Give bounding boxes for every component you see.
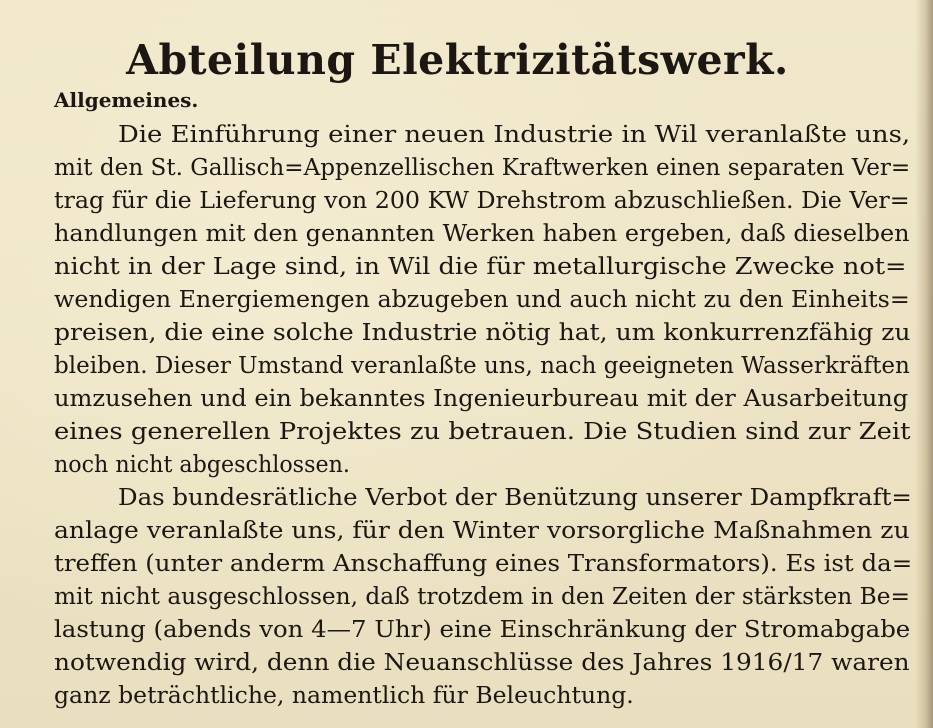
- paragraph-line: wendigen Energiemengen abzugeben und auch nicht zu den Einheits=: [54, 287, 910, 313]
- paragraph-line: preisen, die eine solche Industrie nötig hat, um konkurrenzfähig zu: [54, 320, 911, 346]
- paragraph-line: nicht in der Lage sind, in Wil die für metallurgische Zwecke not=: [54, 254, 907, 280]
- paragraph-line: anlage veranlaßte uns, für den Winter vorsorgliche Maßnahmen zu: [54, 518, 910, 544]
- paragraph-line: handlungen mit den genannten Werken haben ergeben, daß dieselben: [54, 221, 910, 247]
- paragraph-line: bleiben. Dieser Umstand veranlaßte uns, nach geeigneten Wasserkräften: [54, 353, 910, 379]
- paragraph-line: mit nicht ausgeschlossen, daß trotzdem in den Zeiten der stärksten Be=: [54, 584, 910, 610]
- paragraph-line: Das bundesrätliche Verbot der Benützung unserer Dampfkraft=: [118, 485, 912, 511]
- paragraph-line: ganz beträchtliche, namentlich für Beleuchtung.: [54, 683, 634, 709]
- page-edge-shadow: [915, 0, 933, 728]
- page-title: Abteilung Elektrizitätswerk.: [126, 36, 789, 84]
- section-heading: Allgemeines.: [54, 88, 199, 112]
- paragraph-line: trag für die Lieferung von 200 KW Drehstrom abzuschließen. Die Ver=: [54, 188, 910, 214]
- paragraph-line: mit den St. Gallisch=Appenzellischen Kraftwerken einen separaten Ver=: [54, 155, 911, 181]
- paragraph-line: Die Einführung einer neuen Industrie in Wil veranlaßte uns,: [118, 122, 911, 148]
- paragraph-line: eines generellen Projektes zu betrauen. Die Studien sind zur Zeit: [54, 419, 911, 445]
- paragraph-line: noch nicht abgeschlossen.: [54, 452, 350, 478]
- paragraph-line: umzusehen und ein bekanntes Ingenieurbureau mit der Ausarbeitung: [54, 386, 909, 412]
- paragraph-line: treffen (unter anderm Anschaffung eines Transformators). Es ist da=: [54, 551, 913, 577]
- paragraph-line: lastung (abends von 4—7 Uhr) eine Einschränkung der Stromabgabe: [54, 617, 911, 643]
- paragraph-line: notwendig wird, denn die Neuanschlüsse des Jahres 1916/17 waren: [54, 650, 910, 676]
